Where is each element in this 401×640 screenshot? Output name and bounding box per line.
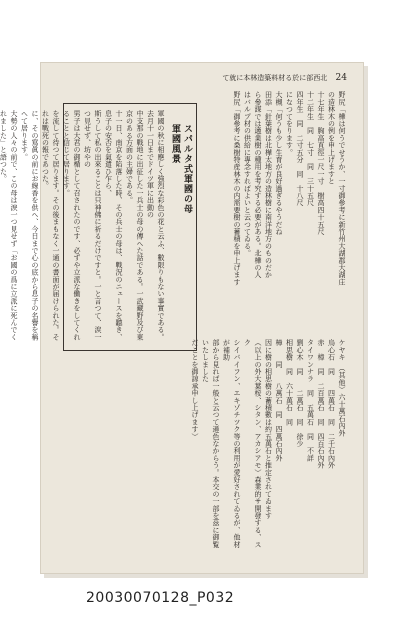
text-line: 部から見れば一般と云つて遜色なからう。本交の一部を茲に御覧いたしました <box>201 339 220 548</box>
text-line: 大槻「何うも少し生育が良好過ぎるやうだね <box>275 91 283 235</box>
text-line: 男子は大君の御楯として召されたのです、必ずや立派な働きをしてくれることと信じて居ります。 <box>62 110 81 341</box>
text-line: 田添「針葉樹は北樺太地方の造林樹に南洋地方のものだか <box>264 91 273 279</box>
text-line: はバルプ材の供給に專念すればよいと云つてゐる。 <box>243 91 252 257</box>
text-line: 軍國の秋に相應しく強烈な彩色の花と云ふ、數限りもない事實である。去月十一日までドイツ軍に出動の <box>146 110 165 341</box>
text-line: 中支那の戰地に出征した一兵士の母の傳へた話である。一武藏野及び東京のある方面の主婦である。 <box>125 110 144 341</box>
text-line: 烏心石 同 四萬石 同 二千石內外 <box>327 339 336 469</box>
page-number: 24 <box>335 73 347 83</box>
text-line: 相思樹 同 六十萬石 同 <box>285 339 294 426</box>
lower-right-text <box>191 339 347 549</box>
text-line: 劉心木 同 二萬石 同 徐少 <box>296 339 304 447</box>
upper-right-text <box>199 91 347 331</box>
running-title: て就に本林造築料材る於に部西北 <box>222 74 328 82</box>
book-page <box>0 62 364 574</box>
text-line: の造林木の例を申上げますと <box>327 91 336 185</box>
text-line: ケヤキ （其他）六十萬石內外 <box>338 339 346 437</box>
text-line: だことを御諒承申し上げます） <box>191 339 199 440</box>
article-title: 軍國風景 <box>170 124 180 164</box>
text-line: （以上の外大葉桉、シタン、アカシアモ）森業的サ開發する、スク <box>243 339 262 548</box>
catalog-id: 20030070128_P032 <box>86 590 235 606</box>
text-line: シイバイフン、エキゾチツク等の利用が愛好されてゐるが、他材が補助 <box>222 339 241 548</box>
text-line: になつてをります。 <box>285 91 294 156</box>
text-line: に、その寫眞の前にお線香を供へ、今日まで心の底から息子の名譽を稱へて居ります。 <box>20 110 39 341</box>
text-line: 十一日、南京を陷落した時、その兵士の母は、戰況のニュースを聽き、息子の安否を氣遣ひ乍ら、 <box>104 110 123 341</box>
running-header <box>222 73 347 83</box>
boxed-article <box>0 103 197 351</box>
article-body <box>0 110 166 342</box>
text-line: 大勢の人々の前で、この母は淚一つ見せず「お國の爲に立派に死んでくれました」と語つた。 <box>0 110 18 341</box>
text-line: を流して待つて居ります。その後まもなく一通の書面が届けられた。それは戰死の報であつた。 <box>41 110 60 341</box>
text-line: 十七年生 胸高直徑一尺一寸 樹高四十五尺 <box>317 91 325 235</box>
text-line: 野尻「樺は何うでせうか、一寸御參考に新竹州大湖郡大湖庄 <box>338 91 346 286</box>
text-line: 樟 同 八萬石 同 四萬石內外 <box>275 339 283 462</box>
text-line: ら參謀では適業樹の種用を考究する必要がある。北樺の人 <box>254 91 262 279</box>
text-line: 赤 樟 同 二百萬石 同 四百石內外 <box>317 339 325 469</box>
article-subtitle: スパルタ式軍國の母 <box>182 124 192 214</box>
text-line: 四年生 同 二寸五分 同 十八尺 <box>296 91 304 207</box>
text-line: 野尻「御參考に桑樹特産林木の内需要樹の蓄積を申上げます <box>233 91 241 286</box>
text-line: 十二年生 同 七寸 同 三十五尺 <box>306 91 315 207</box>
text-line: タイワンナラ 同 五萬石 同 不詳 <box>306 339 315 462</box>
text-line: 因に樹の相思樹の蓄積數は約五萬石と推定されてゐます <box>264 339 273 519</box>
text-line: 斯うして私の出來ることは只神佛に祈るだけですと。一と言つて、涙一つ見せず、坊やの <box>83 110 102 341</box>
